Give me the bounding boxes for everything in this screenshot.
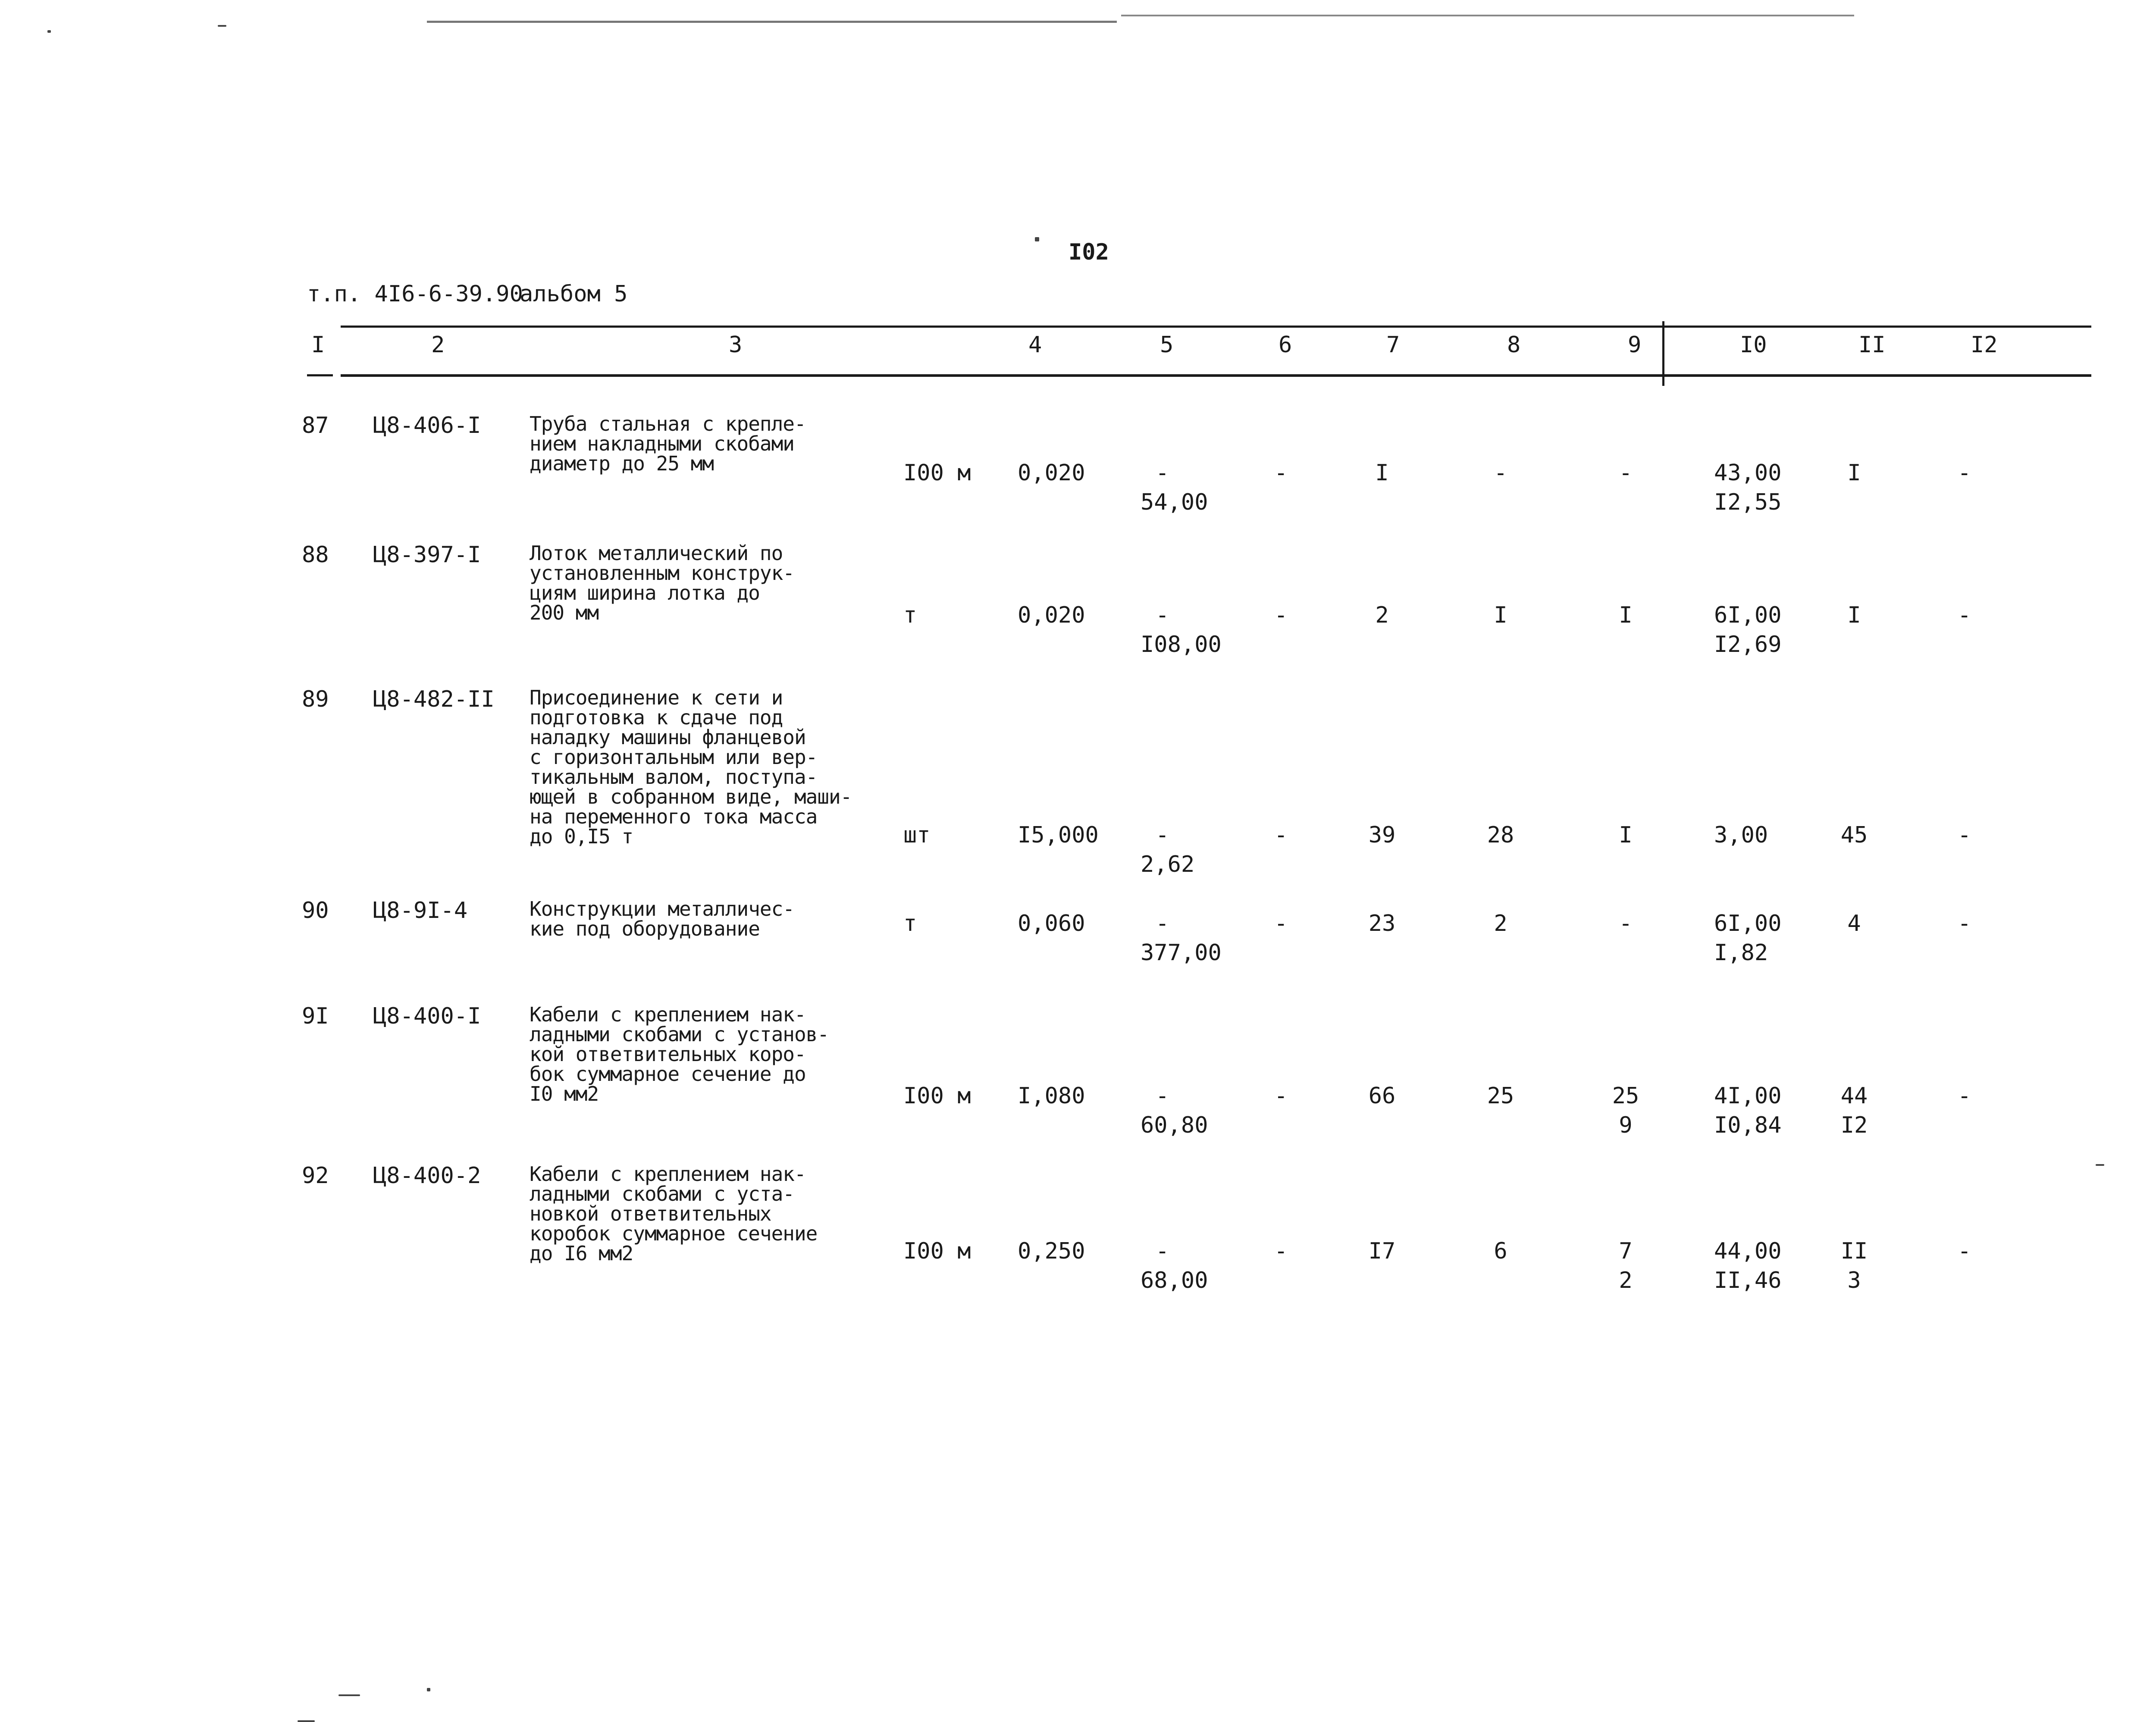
work-description-line: установленным конструк-: [530, 561, 794, 585]
work-description-line: Конструкции металличес-: [530, 897, 794, 920]
column-header-7: 7: [1386, 332, 1400, 358]
quantity: 0,060: [1018, 911, 1085, 936]
col8-value: 2: [1494, 911, 1507, 936]
col9-value: -: [1619, 460, 1633, 486]
col10-value: 43,00: [1714, 460, 1782, 486]
col11-value: 4: [1847, 911, 1861, 936]
work-description-line: диаметр до 25 мм: [530, 452, 714, 475]
header-rule-bottom: [341, 374, 2091, 377]
work-description-line: коробок суммарное сечение: [530, 1222, 818, 1245]
column-header-11: II: [1858, 332, 1886, 358]
col6-value: -: [1274, 1083, 1288, 1109]
work-description-line: ющей в собранном виде, маши-: [530, 785, 852, 808]
col9-value: I: [1619, 602, 1633, 628]
col10-subvalue: I2,55: [1714, 489, 1782, 515]
col10-value: 6I,00: [1714, 911, 1782, 936]
col9-value: 25: [1612, 1083, 1639, 1109]
col7-value: I7: [1368, 1238, 1396, 1264]
col10-subvalue: II,46: [1714, 1268, 1782, 1293]
col5-subvalue: I08,00: [1141, 632, 1222, 657]
unit: I00 м: [903, 460, 971, 486]
column-header-2: 2: [431, 332, 445, 358]
column-header-9: 9: [1628, 332, 1642, 358]
rate-code: Ц8-397-I: [373, 542, 481, 568]
col9-value: I: [1619, 822, 1633, 848]
col11-value: II: [1840, 1238, 1868, 1264]
column-header-6: 6: [1279, 332, 1292, 358]
rate-code: Ц8-482-II: [373, 686, 495, 712]
work-description-line: на переменного тока масса: [530, 805, 818, 828]
col5-subvalue: 68,00: [1141, 1268, 1208, 1293]
scan-speck: [47, 30, 51, 33]
work-description-line: с горизонтальным или вер-: [530, 745, 818, 769]
col10-value: 4I,00: [1714, 1083, 1782, 1109]
col6-value: -: [1274, 460, 1288, 486]
col11-value: I: [1847, 460, 1861, 486]
col11-value: 44: [1840, 1083, 1868, 1109]
work-description-line: бок суммарное сечение до: [530, 1062, 806, 1086]
scan-speck: [427, 1688, 430, 1691]
work-description-line: I0 мм2: [530, 1082, 599, 1105]
quantity: 0,250: [1018, 1238, 1085, 1264]
col8-value: 28: [1487, 822, 1514, 848]
document-reference: т.п. 4I6-6-39.90: [307, 281, 523, 307]
col12-value: -: [1958, 911, 1971, 936]
work-description-line: тикальным валом, поступа-: [530, 765, 818, 789]
scan-speck: [2096, 1164, 2104, 1166]
col7-value: 66: [1368, 1083, 1396, 1109]
column-header-1: I: [311, 332, 325, 358]
col12-value: -: [1958, 1083, 1971, 1109]
col11-subvalue: I2: [1840, 1112, 1868, 1138]
col11-value: 45: [1840, 822, 1868, 848]
col5-subvalue: 2,62: [1141, 852, 1195, 877]
col5-value: -: [1156, 1083, 1169, 1109]
row-number: 87: [302, 413, 329, 438]
work-description-line: до 0,I5 т: [530, 825, 633, 848]
unit: I00 м: [903, 1083, 971, 1109]
column-header-10: I0: [1740, 332, 1767, 358]
column-header-12: I2: [1971, 332, 1998, 358]
col8-value: 25: [1487, 1083, 1514, 1109]
col6-value: -: [1274, 911, 1288, 936]
col5-subvalue: 377,00: [1141, 940, 1222, 966]
col7-value: I: [1375, 460, 1389, 486]
rate-code: Ц8-9I-4: [373, 898, 468, 924]
page-number: I02: [1069, 239, 1109, 265]
col6-value: -: [1274, 822, 1288, 848]
work-description-line: новкой ответвительных: [530, 1202, 771, 1225]
col7-value: 39: [1368, 822, 1396, 848]
unit: I00 м: [903, 1238, 971, 1264]
col10-value: 44,00: [1714, 1238, 1782, 1264]
work-description-line: ладными скобами с установ-: [530, 1023, 829, 1046]
col5-value: -: [1156, 1238, 1169, 1264]
row-number: 89: [302, 686, 329, 712]
work-description-line: Лоток металлический по: [530, 542, 783, 565]
scan-speck: [298, 1720, 315, 1722]
col10-value: 3,00: [1714, 822, 1768, 848]
work-description-line: циям ширина лотка до: [530, 581, 760, 604]
top-scan-line: [427, 21, 1117, 23]
album-label: альбом 5: [520, 281, 628, 307]
col5-value: -: [1156, 602, 1169, 628]
col5-value: -: [1156, 822, 1169, 848]
work-description-line: Труба стальная с крепле-: [530, 412, 806, 435]
quantity: 0,020: [1018, 602, 1085, 628]
col5-value: -: [1156, 460, 1169, 486]
quantity: I5,000: [1018, 822, 1099, 848]
col10-value: 6I,00: [1714, 602, 1782, 628]
col12-value: -: [1958, 602, 1971, 628]
scan-speck: [218, 25, 226, 27]
unit: т: [903, 911, 917, 936]
col10-subvalue: I0,84: [1714, 1112, 1782, 1138]
column-header-8: 8: [1507, 332, 1521, 358]
col9-value: 7: [1619, 1238, 1633, 1264]
rate-code: Ц8-406-I: [373, 413, 481, 438]
work-description-line: 200 мм: [530, 601, 599, 624]
work-description-line: кой ответвительных коро-: [530, 1043, 806, 1066]
rate-code: Ц8-400-2: [373, 1163, 481, 1189]
col11-value: I: [1847, 602, 1861, 628]
col7-value: 23: [1368, 911, 1396, 936]
col9-subvalue: 9: [1619, 1112, 1633, 1138]
row-number: 90: [302, 898, 329, 924]
column-divider-9-10: [1662, 321, 1664, 386]
col5-value: -: [1156, 911, 1169, 936]
col12-value: -: [1958, 822, 1971, 848]
col9-subvalue: 2: [1619, 1268, 1633, 1293]
work-description-line: ладными скобами с уста-: [530, 1182, 794, 1205]
rate-code: Ц8-400-I: [373, 1003, 481, 1029]
col5-subvalue: 60,80: [1141, 1112, 1208, 1138]
col7-value: 2: [1375, 602, 1389, 628]
quantity: I,080: [1018, 1083, 1085, 1109]
work-description-line: до I6 мм2: [530, 1242, 633, 1265]
work-description-line: Кабели с креплением нак-: [530, 1003, 806, 1026]
quantity: 0,020: [1018, 460, 1085, 486]
scan-speck: [338, 1694, 360, 1696]
col5-subvalue: 54,00: [1141, 489, 1208, 515]
work-description-line: Присоединение к сети и: [530, 686, 783, 709]
col6-value: -: [1274, 602, 1288, 628]
column-header-3: 3: [729, 332, 743, 358]
column-header-4: 4: [1028, 332, 1042, 358]
header-rule-left-stub: [307, 374, 333, 376]
col8-value: 6: [1494, 1238, 1507, 1264]
col11-subvalue: 3: [1847, 1268, 1861, 1293]
scan-speck: [1035, 237, 1039, 241]
work-description-line: кие под оборудование: [530, 917, 760, 940]
unit: т: [903, 602, 917, 628]
col10-subvalue: I,82: [1714, 940, 1768, 966]
top-scan-line-2: [1121, 15, 1854, 16]
col8-value: I: [1494, 602, 1507, 628]
header-rule-top: [341, 326, 2091, 328]
unit: шт: [903, 822, 931, 848]
col10-subvalue: I2,69: [1714, 632, 1782, 657]
col8-value: -: [1494, 460, 1507, 486]
column-header-5: 5: [1160, 332, 1174, 358]
work-description-line: подготовка к сдаче под: [530, 706, 783, 729]
row-number: 88: [302, 542, 329, 568]
col12-value: -: [1958, 1238, 1971, 1264]
col6-value: -: [1274, 1238, 1288, 1264]
col12-value: -: [1958, 460, 1971, 486]
work-description-line: наладку машины фланцевой: [530, 726, 806, 749]
row-number: 92: [302, 1163, 329, 1189]
work-description-line: нием накладными скобами: [530, 432, 794, 455]
work-description-line: Кабели с креплением нак-: [530, 1162, 806, 1186]
col9-value: -: [1619, 911, 1633, 936]
row-number: 9I: [302, 1003, 329, 1029]
